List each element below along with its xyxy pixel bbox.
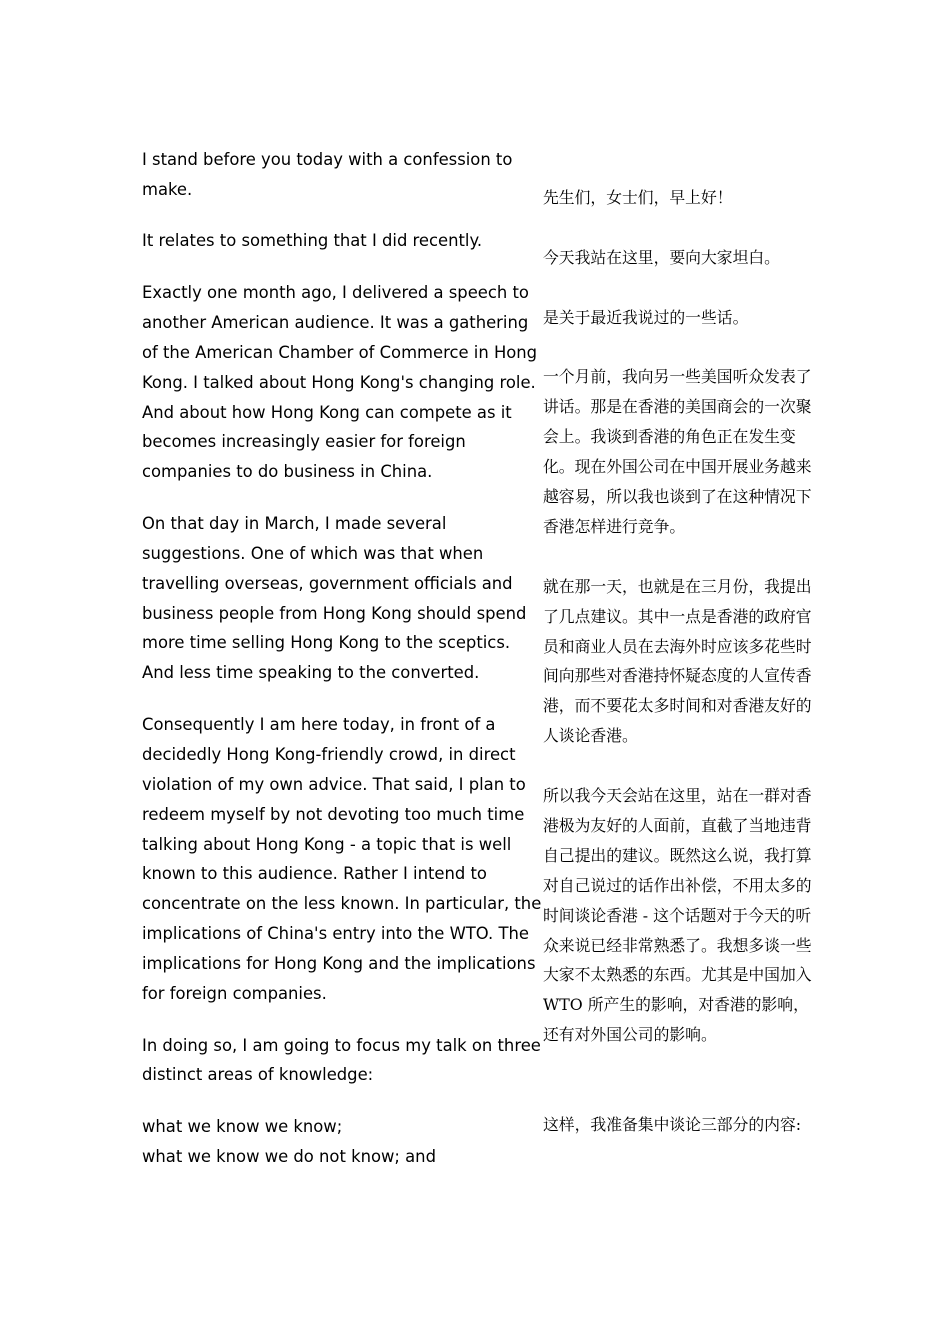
english-paragraph-2: It relates to something that I did recently. [142, 231, 483, 251]
chinese-paragraph-2: 今天我站在这里，要向大家坦白。 [543, 247, 780, 267]
chinese-column [543, 183, 818, 1140]
english-paragraph-3: Exactly one month ago, I delivered a speech to another American audience. It was a gathering of the American Chamber of Commerce in Hong Kong. I talked about Hong Kong's changing role. And about how Hong Kong can compete as it becomes increasingly easier for foreign companies to do business in China. [142, 282, 538, 482]
english-paragraph-6: In doing so, I am going to focus my talk on three distinct areas of knowledge: [142, 1035, 541, 1085]
chinese-paragraph-7: 这样，我准备集中谈论三部分的内容: [543, 1115, 802, 1134]
english-paragraph-4: On that day in March, I made several suggestions. One of which was that when travelling overseas, government officials and business people from Hong Kong should spend more time selling Hong Kong to the sceptics. And less time speaking to the converted. [142, 513, 527, 683]
chinese-paragraph-3: 是关于最近我说过的一些话。 [543, 307, 749, 327]
english-column [142, 145, 542, 1172]
chinese-paragraph-4: 一个月前，我向另一些美国听众发表了讲话。那是在香港的美国商会的一次聚会上。我谈到香港的角色正在发生变化。现在外国公司在中国开展业务越来越容易，所以我也谈到了在这种情况下香港怎样进行竞争。 [543, 367, 812, 536]
chinese-paragraph-1: 先生们，女士们，早上好！ [543, 188, 733, 207]
english-paragraph-5: Consequently I am here today, in front of a decidedly Hong Kong-friendly crowd, in direct violation of my own advice. That said, I plan to redeem myself by not devoting too much time talking about Hong Kong - a topic that is well known to this audience. Rather I intend to concentrate on the less known. In particular, the implications of China's entry into the WTO. The implications for Hong Kong and the implications for foreign companies. [142, 714, 542, 1004]
chinese-paragraph-5: 就在那一天，也就是在三月份，我提出了几点建议。其中一点是香港的政府官员和商业人员在去海外时应该多花些时间向那些对香港持怀疑态度的人宣传香港，而不要花太多时间和对香港友好的人谈论香港。 [543, 576, 812, 746]
english-list-item-2: what we know we do not know; and [142, 1146, 436, 1166]
english-list-item-1: what we know we know; [142, 1116, 343, 1136]
chinese-paragraph-6: 所以我今天会站在这里，站在一群对香港极为友好的人面前，直截了当地违背自己提出的建议。既然这么说，我打算对自己说过的话作出补偿，不用太多的时间谈论香港 - 这个话题对于今天的听众来说已经非常熟悉了。我想多谈一些大家不太熟悉的东西。尤其是中国加入 WTO 所产生的影响，对香港的影响，还有对外国公司的影响。 [543, 786, 812, 1045]
english-paragraph-1: I stand before you today with a confession to make. [142, 150, 513, 199]
english-list [142, 1112, 542, 1172]
